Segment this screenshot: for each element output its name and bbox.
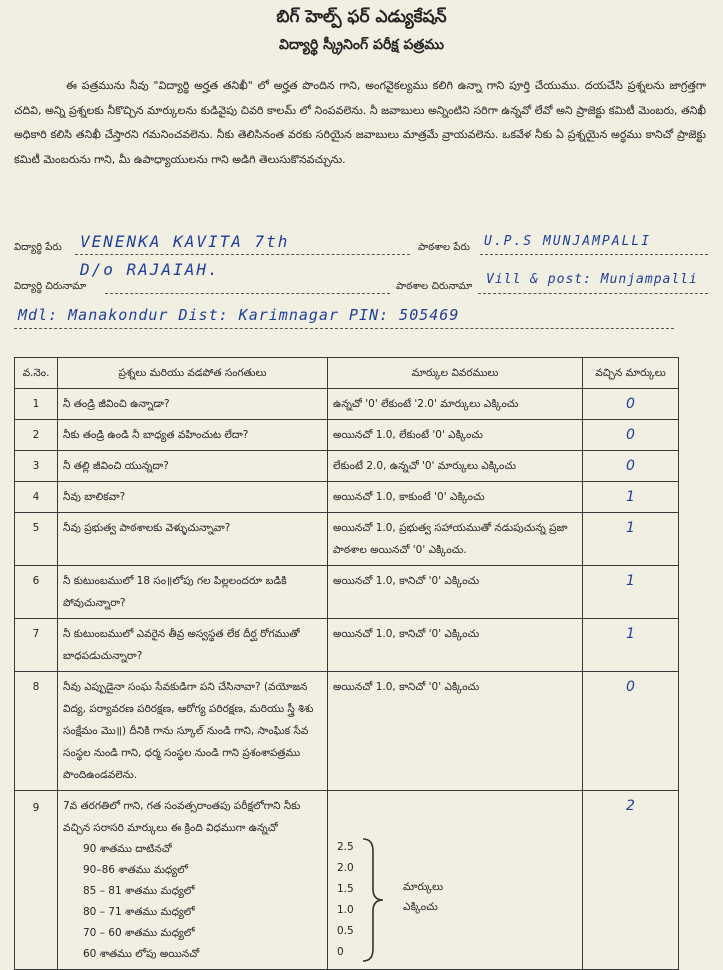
row-question: నీకు తండ్రి ఉండి నీ బాధ్యత వహించుట లేదా? bbox=[58, 420, 328, 451]
row-marks-rule bbox=[328, 791, 583, 970]
row-marks-rule: ఉన్నచో '0' లేకుంటే '2.0' మార్కులు ఎక్కించు bbox=[328, 389, 583, 420]
row-marks-got[interactable]: 0 bbox=[583, 389, 679, 420]
range-item: 70 – 60 శాతము మధ్యలో bbox=[83, 927, 195, 939]
row-question: నీవు ఎప్పుడైనా సంఘ సేవకుడిగా పని చేసినావా? (వయోజన విద్య, పర్యావరణ పరిరక్షణ, ఆరోగ్య పరిరక్షణ, మరియు స్త్రీ శిశు సంక్షేమం మొ॥) దీనికి గాను స్కూల్ నుండి గాని, సాంఘిక సేవ సంస్థల నుండి గాని, ధర్మ సంస్థల నుండి గాని ప్రశంశాపత్రము పొందిఉండవలెను. bbox=[58, 672, 328, 791]
row-number: 1 bbox=[15, 389, 58, 420]
table-row bbox=[15, 619, 679, 672]
form-title: బిగ్ హెల్ప్ ఫర్ ఎడ్యుకేషన్ bbox=[276, 7, 447, 27]
row-marks-got[interactable]: 0 bbox=[583, 420, 679, 451]
mark-value: 0.5 bbox=[337, 925, 354, 937]
school-address-line bbox=[478, 293, 708, 294]
header-marks-got: వచ్చిన మార్కులు bbox=[583, 358, 679, 389]
row-marks-got[interactable]: 2 bbox=[583, 791, 679, 970]
school-address-value[interactable]: Vill & post: Munjampalli bbox=[486, 272, 698, 287]
table-row bbox=[15, 389, 679, 420]
mark-value: 0 bbox=[337, 946, 344, 958]
row-number: 7 bbox=[15, 619, 58, 672]
range-item: 80 – 71 శాతము మధ్యలో bbox=[83, 906, 195, 918]
row-number: 6 bbox=[15, 566, 58, 619]
mark-value: 2.0 bbox=[337, 862, 354, 874]
row-marks-got[interactable]: 1 bbox=[583, 566, 679, 619]
header-question: ప్రశ్నలు మరియు వడపోత సంగతులు bbox=[58, 358, 328, 389]
row9-question-text: 7వ తరగతిలో గాని, గత సంవత్సరాంతపు పరీక్షలోగాని నీకు వచ్చిన సరాసరి మార్కులు ఈ క్రింది విధముగా ఉన్నచో bbox=[63, 800, 301, 834]
row-marks-got[interactable]: 0 bbox=[583, 672, 679, 791]
student-name-label: విద్యార్థి పేరు bbox=[14, 242, 62, 253]
instructions-text: ఈ పత్రమును నీవు "విద్యార్థి అర్హత తనిఖీ" లో అర్హత పొందిన గాని, అంగవైకల్యము కలిగి ఉన్నా గాని పూర్తి చేయుము. దయచేసి ప్రశ్నలను జాగ్రత్తగా చదివి, అన్ని ప్రశ్నలకు నీకొచ్చిన మార్కులను కుడివైపు చివరి కాలమ్ లో నింపవలెను. నీ జవాబులు అన్నింటిని సరిగా ఉన్నవో లేవో అని ప్రాజెక్టు కమిటీ మెంబరు, తనిఖీ అధికారి కలిసి తనిఖీ చేస్తారని గమనించవలెను. నీకు తెలిసినంత వరకు సరియైన జవాబులు మాత్రమే వ్రాయవలెను. ఒకవేళ నీకు ఏ ప్రశ్నయైన అర్థము కానిచో ప్రాజెక్టు కమిటీ మెంబరును గాని, మీ ఉపాధ్యాయులను గాని అడిగి తెలుసుకొనవచ్చును. bbox=[14, 79, 706, 166]
table-row bbox=[15, 420, 679, 451]
row-number: 2 bbox=[15, 420, 58, 451]
range-item: 85 – 81 శాతము మధ్యలో bbox=[83, 885, 195, 897]
row-marks-got[interactable]: 1 bbox=[583, 619, 679, 672]
range-item: 90 శాతము దాటినచో bbox=[83, 843, 172, 855]
marks-text-1: మార్కులు bbox=[403, 881, 444, 893]
header-serial: వ.నెం. bbox=[15, 358, 58, 389]
mark-value: 1.0 bbox=[337, 904, 354, 916]
row-marks-got[interactable]: 1 bbox=[583, 513, 679, 566]
row-marks-got[interactable]: 0 bbox=[583, 451, 679, 482]
table-row bbox=[15, 451, 679, 482]
school-address-label: పాఠశాల చిరునామా bbox=[396, 281, 473, 292]
row-number: 8 bbox=[15, 672, 58, 791]
marks-text-2: ఎక్కించు bbox=[403, 901, 438, 913]
mark-value: 2.5 bbox=[337, 841, 354, 853]
row-number: 4 bbox=[15, 482, 58, 513]
row-question: నీవు బాలికవా? bbox=[58, 482, 328, 513]
row-marks-rule: అయినచో 1.0, లేకుంటే '0' ఎక్కించు bbox=[328, 420, 583, 451]
school-name-label: పాఠశాల పేరు bbox=[418, 242, 470, 253]
mark-value: 1.5 bbox=[337, 883, 354, 895]
curly-brace-icon bbox=[359, 837, 387, 963]
row-number: 9 bbox=[15, 791, 58, 970]
row-marks-rule: అయినచో 1.0, కానిచో '0' ఎక్కించు bbox=[328, 619, 583, 672]
instructions-paragraph bbox=[14, 74, 706, 172]
address-line bbox=[105, 293, 390, 294]
row-marks-rule: అయినచో 1.0, కానిచో '0' ఎక్కించు bbox=[328, 566, 583, 619]
form-subtitle: విద్యార్థి స్క్రీనింగ్ పరీక్ష పత్రము bbox=[279, 37, 444, 53]
student-name-value[interactable]: VENENKA KAVITA 7th bbox=[80, 232, 290, 251]
row-question bbox=[58, 791, 328, 970]
student-address-label: విద్యార్థి చిరునామా bbox=[14, 281, 87, 292]
header-marks-detail: మార్కుల వివరములు bbox=[328, 358, 583, 389]
questions-table bbox=[14, 357, 679, 970]
row-marks-rule: అయినచో 1.0, ప్రభుత్వ సహాయముతో నడుపుచున్న ప్రజా పాఠశాల అయినచో '0' ఎక్కించు. bbox=[328, 513, 583, 566]
name-line bbox=[75, 254, 410, 255]
row-number: 3 bbox=[15, 451, 58, 482]
row-number: 5 bbox=[15, 513, 58, 566]
row-marks-rule: అయినచో 1.0, కాకుంటే '0' ఎక్కించు bbox=[328, 482, 583, 513]
marks-brace-block bbox=[333, 825, 577, 965]
row-question: నీ కుటుంబములో 18 సం॥లోపు గల పిల్లలందరూ బడికి పోవుచున్నారా? bbox=[58, 566, 328, 619]
table-header-row bbox=[15, 358, 679, 389]
row-question: నీ కుటుంబములో ఎవరైన తీవ్ర అస్వస్థత లేక దీర్ఘ రోగముతో బాధపడుచున్నారా? bbox=[58, 619, 328, 672]
table-row bbox=[15, 791, 679, 970]
row-question: నీ తల్లి జీవించి యున్నదా? bbox=[58, 451, 328, 482]
table-row bbox=[15, 513, 679, 566]
row-question: నీ తండ్రి జీవించి ఉన్నాడా? bbox=[58, 389, 328, 420]
range-item: 60 శాతము లోపు అయినచో bbox=[83, 948, 200, 960]
father-name-value[interactable]: D/o RAJAIAH. bbox=[80, 260, 220, 279]
table-row bbox=[15, 672, 679, 791]
school-line bbox=[480, 254, 708, 255]
row-question: నీవు ప్రభుత్వ పాఠశాలకు వెళ్ళుచున్నావా? bbox=[58, 513, 328, 566]
marks-instruction bbox=[403, 877, 443, 917]
school-name-value[interactable]: U.P.S MUNJAMPALLI bbox=[484, 234, 652, 249]
range-item: 90–86 శాతము మధ్యలో bbox=[83, 864, 188, 876]
row-marks-got[interactable]: 1 bbox=[583, 482, 679, 513]
address-line2 bbox=[14, 328, 674, 329]
row-marks-rule: అయినచో 1.0, కానిచో '0' ఎక్కించు bbox=[328, 672, 583, 791]
table-row bbox=[15, 566, 679, 619]
address-line2-value[interactable]: Mdl: Manakondur Dist: Karimnagar PIN: 505469 bbox=[18, 306, 460, 324]
table-row bbox=[15, 482, 679, 513]
row-marks-rule: లేకుంటే 2.0, ఉన్నచో '0' మార్కులు ఎక్కించు bbox=[328, 451, 583, 482]
marks-values bbox=[337, 837, 354, 963]
